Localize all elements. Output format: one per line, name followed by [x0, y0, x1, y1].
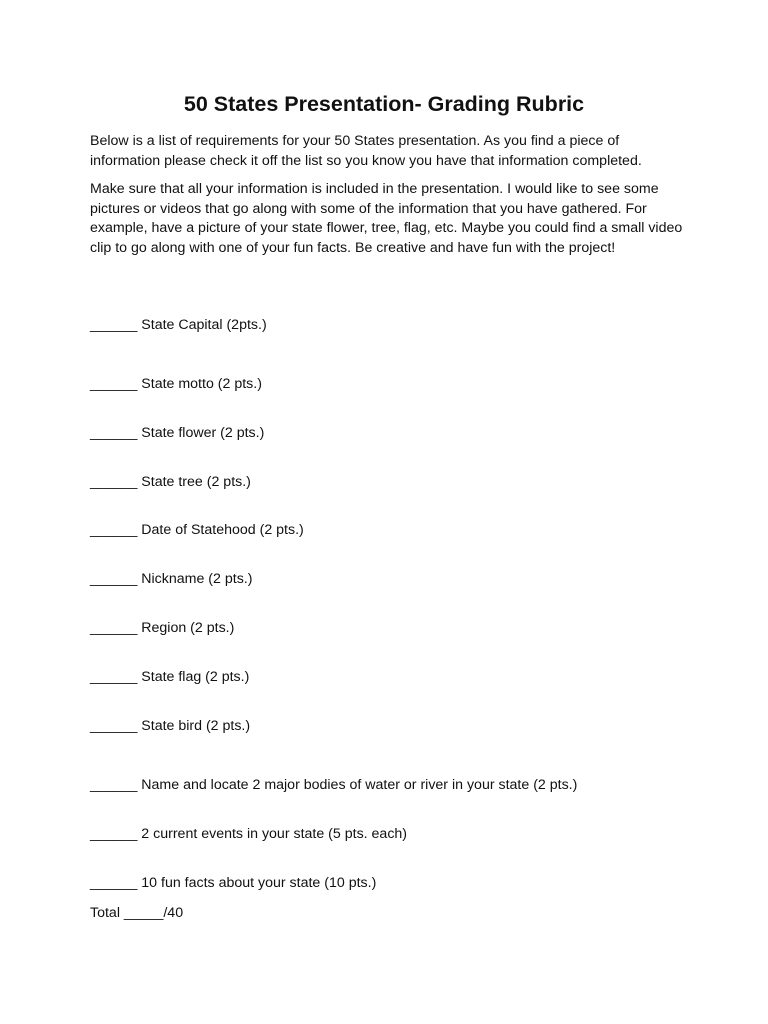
checklist-item-current-events: ______ 2 current events in your state (5 pts. each): [90, 826, 408, 842]
checklist-item-state-motto: ______ State motto (2 pts.): [90, 376, 262, 392]
checklist-item-region: ______ Region (2 pts.): [90, 620, 235, 636]
checklist-item-fun-facts: ______ 10 fun facts about your state (10 pts.): [90, 875, 377, 891]
checklist-item-state-bird: ______ State bird (2 pts.): [90, 718, 251, 734]
checklist-item-date-of-statehood: ______ Date of Statehood (2 pts.): [90, 522, 304, 538]
intro-paragraph-1: Below is a list of requirements for your 50 States presentation. As you find a piece of information please check it off the list so you know you have that information completed.: [90, 133, 642, 169]
total-score: Total _____/40: [90, 905, 184, 921]
checklist-item-state-flag: ______ State flag (2 pts.): [90, 669, 250, 685]
intro-paragraph-2: Make sure that all your information is included in the presentation. I would like to see some pictures or videos that go along with some of the information that you have gathered. For example, have a picture of your state flower, tree, flag, etc. Maybe you could find a small video clip to go along with one of your fun facts. Be creative and have fun with the project!: [90, 181, 683, 256]
checklist-item-bodies-of-water: ______ Name and locate 2 major bodies of water or river in your state (2 pts.): [90, 777, 578, 793]
checklist-item-state-flower: ______ State flower (2 pts.): [90, 425, 265, 441]
checklist-item-state-capital: ______ State Capital (2pts.): [90, 317, 267, 333]
checklist-item-nickname: ______ Nickname (2 pts.): [90, 571, 253, 587]
checklist-item-state-tree: ______ State tree (2 pts.): [90, 474, 251, 490]
page-title: 50 States Presentation- Grading Rubric: [183, 92, 585, 116]
